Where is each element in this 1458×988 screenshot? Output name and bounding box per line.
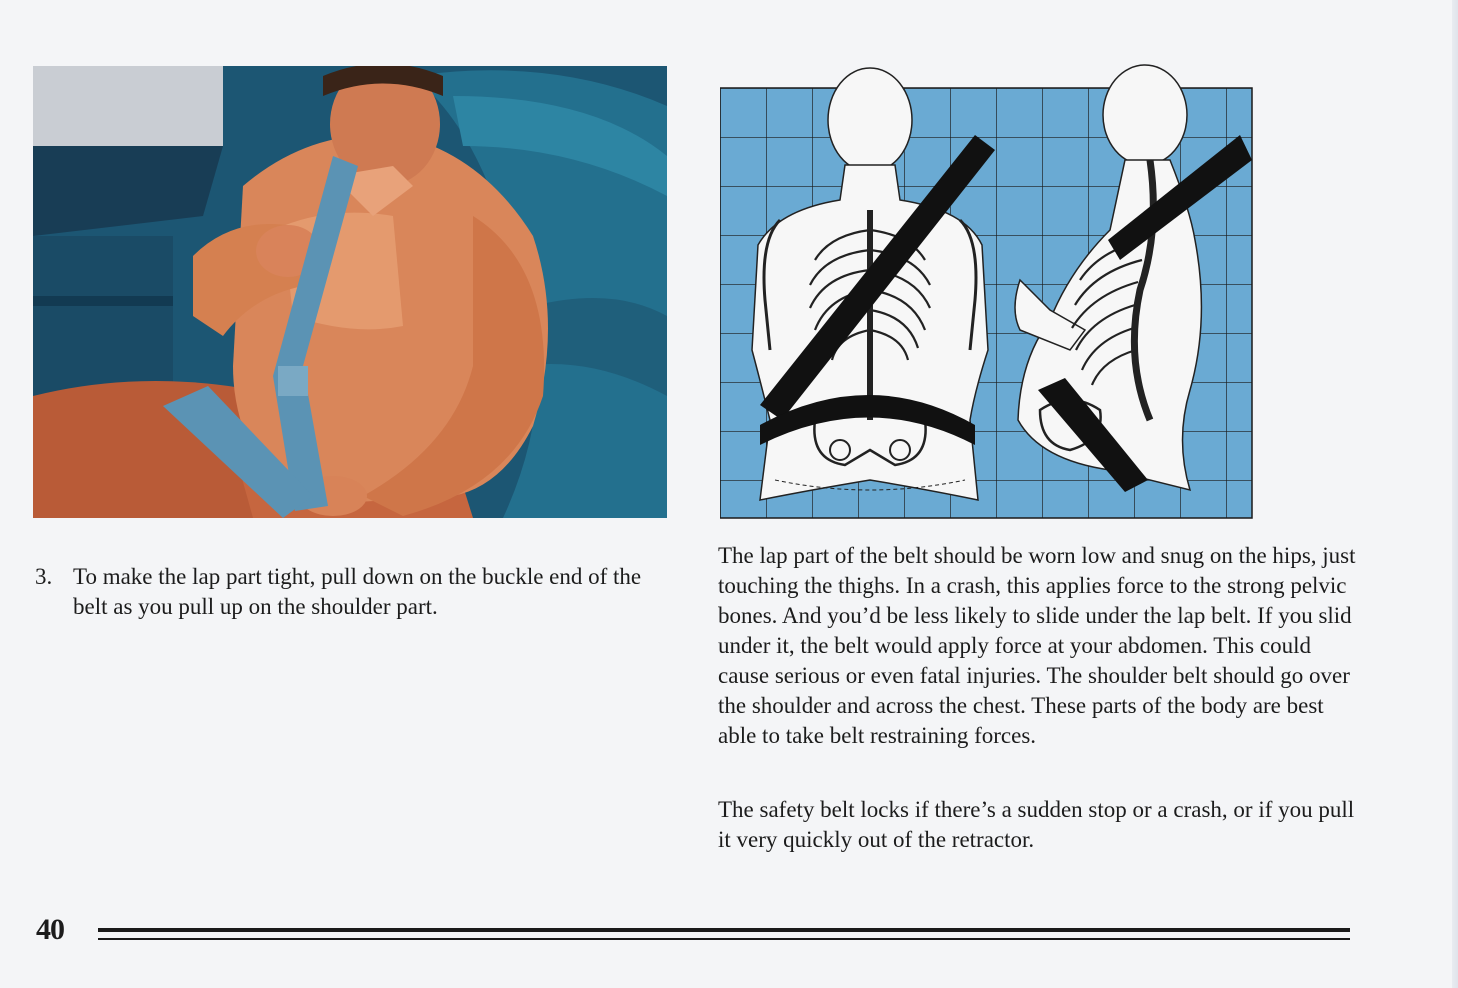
skeleton-belt-diagram [720, 60, 1254, 520]
lap-belt-paragraph: The lap part of the belt should be worn low and snug on the hips, just touching the thighs. In a crash, this applies force to the strong pelvic bones. And you’d be less likely to slide under the lap belt. If you slid under it, the belt would apply force at your abdomen. This could cause serious or even fatal injuries. The shoulder belt should go over the shoulder and across the chest. These parts of the body are best able to take belt restraining forces. [718, 543, 1356, 748]
belt-lock-paragraph: The safety belt locks if there’s a sudden stop or a crash, or if you pull it very quickly out of the retractor. [718, 797, 1355, 852]
footer-rule-thick [98, 928, 1350, 932]
page-number: 40 [36, 913, 64, 946]
footer-rule-thin [98, 938, 1350, 940]
step-number: 3. [35, 564, 53, 589]
step-text: To make the lap part tight, pull down on the buckle end of the belt as you pull up on the shoulder part. [73, 564, 642, 619]
page-edge [1452, 0, 1458, 988]
seatbelt-fastening-illustration [33, 66, 667, 518]
instruction-step [35, 562, 655, 622]
